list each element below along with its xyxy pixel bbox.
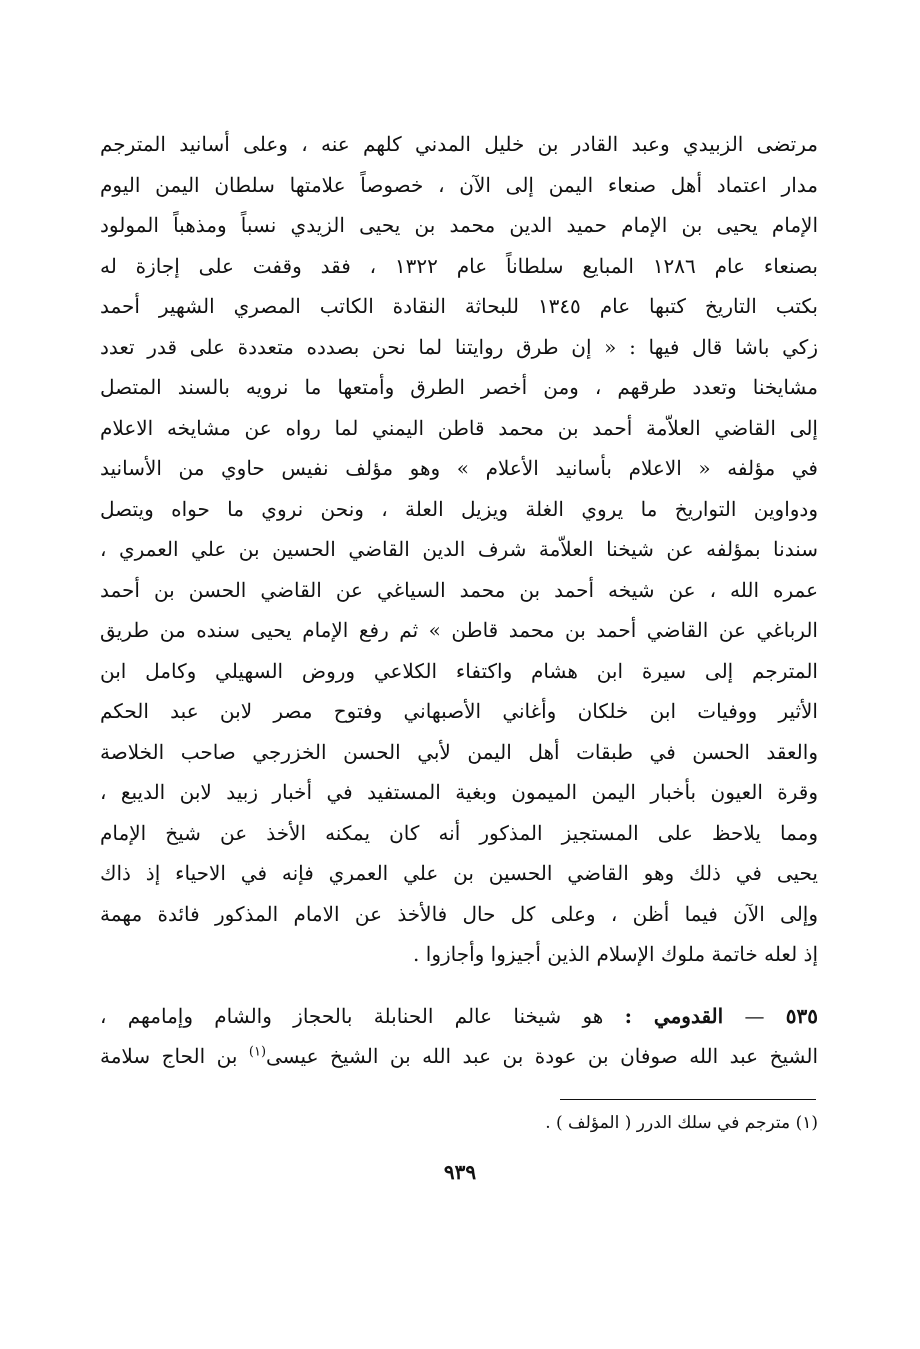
- text-line: مرتضى الزبيدي وعبد القادر بن خليل المدني كلهم عنه ، وعلى أسانيد المترجم: [100, 132, 818, 156]
- text-line: الإمام يحيى بن الإمام حميد الدين محمد بن يحيى الزيدي نسباً ومذهباً المولود: [100, 213, 818, 237]
- text-line: الرباغي عن القاضي أحمد بن محمد قاطن » ثم رفع الإمام يحيى سنده من طريق: [100, 618, 818, 642]
- text-line: ودواوين التواريخ ما يروي الغلة ويزيل العلة ، ونحن نروي ما حواه ويتصل: [100, 496, 818, 521]
- footnote-divider: [560, 1099, 816, 1100]
- text-line: زكي باشا قال فيها : « إن طرق روايتنا لما نحن بصدده متعددة على قدر تعدد: [100, 334, 818, 359]
- entry-second-line: [100, 1036, 818, 1076]
- text-line: الأثير ووفيات ابن خلكان وأغاني الأصبهاني وفتوح مصر لابن عبد الحكم: [100, 699, 818, 723]
- text-line: عمره الله ، عن شيخه أحمد بن محمد السياغي عن القاضي الحسن بن أحمد: [100, 577, 818, 602]
- entry-heading-line: [100, 996, 818, 1036]
- main-text: [100, 124, 818, 975]
- text-line: وإلى الآن فيما أظن ، وعلى كل حال فالأخذ عن الامام المذكور فائدة مهمة: [100, 901, 818, 926]
- entry-text: الشيخ عبد الله صوفان بن عودة بن عبد الله بن الشيخ عيسى: [266, 1044, 818, 1068]
- entry-dash: —: [744, 1004, 765, 1028]
- entry-text: بن الحاج سلامة: [100, 1044, 238, 1068]
- text-line: والعقد الحسن في طبقات أهل اليمن لأبي الحسن الخزرجي صاحب الخلاصة: [100, 739, 818, 764]
- text-line: يحيى في ذلك وهو القاضي الحسين بن علي العمري فإنه في الاحياء إذ ذاك: [100, 861, 818, 885]
- text-line: مشايخنا وتعدد طرقهم ، ومن أخصر الطرق وأمتعها ما نرويه بالسند المتصل: [100, 375, 818, 399]
- text-line: مدار اعتماد أهل صنعاء اليمن إلى الآن ، خصوصاً علامتها سلطان اليمن اليوم: [100, 172, 818, 197]
- entry-title: القدومي :: [624, 1004, 724, 1028]
- text-line: إذ لعله خاتمة ملوك الإسلام الذين أجيزوا وأجازوا .: [413, 942, 818, 966]
- entry-number: ٥٣٥: [785, 1004, 818, 1028]
- text-line: بكتب التاريخ كتبها عام ١٣٤٥ للبحاثة النقادة الكاتب المصري الشهير أحمد: [100, 294, 818, 318]
- text-line: سندنا بمؤلفه عن شيخنا العلاّمة شرف الدين القاضي الحسين بن علي العمري ،: [100, 537, 818, 561]
- text-line: بصنعاء عام ١٢٨٦ المبايع سلطاناً عام ١٣٢٢ ، فقد وقفت على إجازة له: [100, 253, 818, 278]
- footnote: (١) مترجم في سلك الدرر ( المؤلف ) .: [545, 1113, 818, 1133]
- text-line: وقرة العيون بأخبار اليمن الميمون وبغية المستفيد في أخبار زبيد لابن الديبع ،: [100, 780, 818, 804]
- entry-535: [100, 996, 818, 1076]
- entry-text: هو شيخنا عالم الحنابلة بالحجاز والشام وإمامهم ،: [100, 1004, 604, 1028]
- text-line: المترجم إلى سيرة ابن هشام واكتفاء الكلاعي وروض السهيلي وكامل ابن: [100, 658, 818, 683]
- page-number: ٩٣٩: [443, 1160, 477, 1184]
- text-line: في مؤلفه « الاعلام بأسانيد الأعلام » وهو مؤلف نفيس حاوي من الأسانيد: [100, 456, 818, 480]
- footnote-reference: (١): [248, 1044, 267, 1060]
- text-line: ومما يلاحظ على المستجيز المذكور أنه كان يمكنه الأخذ عن شيخ الإمام: [100, 820, 818, 845]
- text-line: إلى القاضي العلاّمة أحمد بن محمد قاطن اليمني لما رواه عن مشايخه الاعلام: [100, 415, 818, 440]
